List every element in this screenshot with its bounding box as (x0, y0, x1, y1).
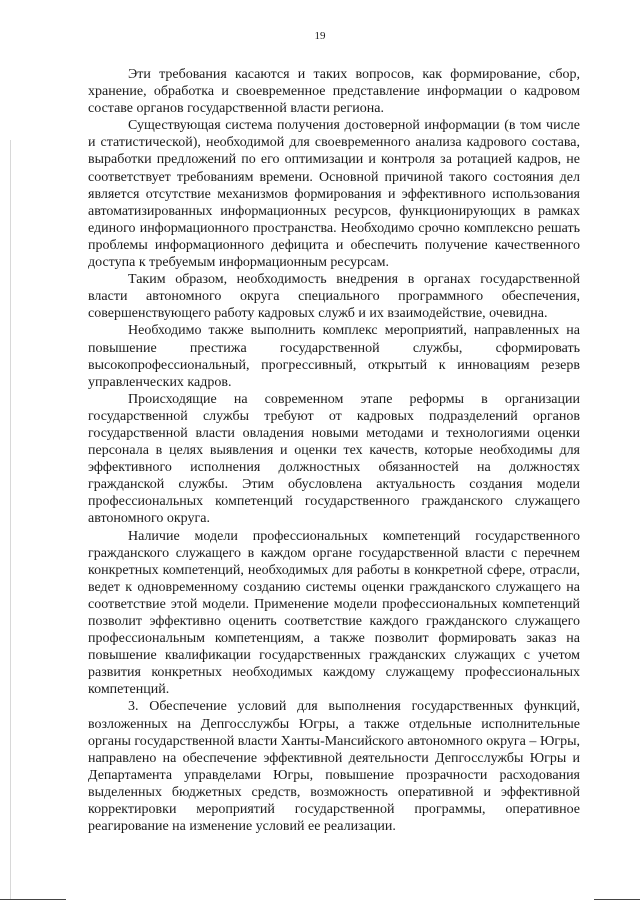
paragraph-competency-model: Наличие модели профессиональных компетенций государственного гражданского служащего в каждом органе государственной власти с перечнем конкретных компетенций, необходимых для работы в конкретной сфере, отрасли, ведет к одновременному созданию системы оценки гражданского служащего на соответствие этой модели. Применение модели профессиональных компетенций позволит эффективно оценить соответствие каждого гражданского служащего профессиональным компетенциям, а также позволит формировать заказ на повышение квалификации государственных гражданских служащих с учетом развития конкретных необходимых каждому служащему профессиональных компетенций. (88, 528, 580, 698)
paragraph-prestige-measures: Необходимо также выполнить комплекс мероприятий, направленных на повышение престижа государственной службы, сформировать высокопрофессиональный, прогрессивный, открытый к инновациям резерв управленческих кадров. (88, 323, 580, 390)
paragraph-reform-assessment: Происходящие на современном этапе реформы в организации государственной службы требуют от кадровых подразделений органов государственной власти овладения новыми методами и технологиями оценки персонала в целях выявления и оценки тех качеств, которые необходимы для эффективного исполнения должностных обязанностей на должностях гражданской службы. Этим обусловлена актуальность создания модели профессиональных компетенций государственного гражданского служащего автономного округа. (88, 391, 580, 527)
paragraph-software-need: Таким образом, необходимость внедрения в органах государственной власти автономного округа специального программного обеспечения, совершенствующего работу кадровых служб и их взаимодействие, очевидна. (88, 272, 580, 322)
paragraph-requirements: Эти требования касаются и таких вопросов, как формирование, сбор, хранение, обработка и своевременное представление информации о кадровом составе органов государственной власти региона. (88, 67, 580, 117)
document-body (88, 66, 580, 835)
scan-mark-bottom-right (594, 899, 640, 900)
paragraph-section-3: 3. Обеспечение условий для выполнения государственных функций, возложенных на Депгосслужбы Югры, а также отдельные исполнительные органы государственной власти Ханты-Мансийского автономного округа – Югры, направлено на обеспечение эффективной деятельности Депгосслужбы Югры и Департамента управделами Югры, повышение прозрачности расходования выделенных бюджетных средств, возможность оперативной и эффективной корректировки мероприятий государственной программы, оперативное реагирование на изменение условий ее реализации. (88, 699, 580, 835)
page-number: 19 (314, 30, 326, 42)
paragraph-information-system: Существующая система получения достоверной информации (в том числе и статистической), необходимой для своевременного анализа кадрового состава, выработки предложений по его оптимизации и контроля за ротацией кадров, не соответствует требованиям времени. Основной причиной такого состояния дел является отсутствие механизмов формирования и эффективного использования автоматизированных информационных ресурсов, функционирующих в рамках единого информационного пространства. Необходимо срочно комплексно решать проблемы информационного дефицита и обеспечить получение качественного доступа к требуемым информационным ресурсам. (88, 118, 580, 271)
scan-edge-left (10, 140, 11, 900)
scan-mark-bottom-left (0, 899, 66, 900)
